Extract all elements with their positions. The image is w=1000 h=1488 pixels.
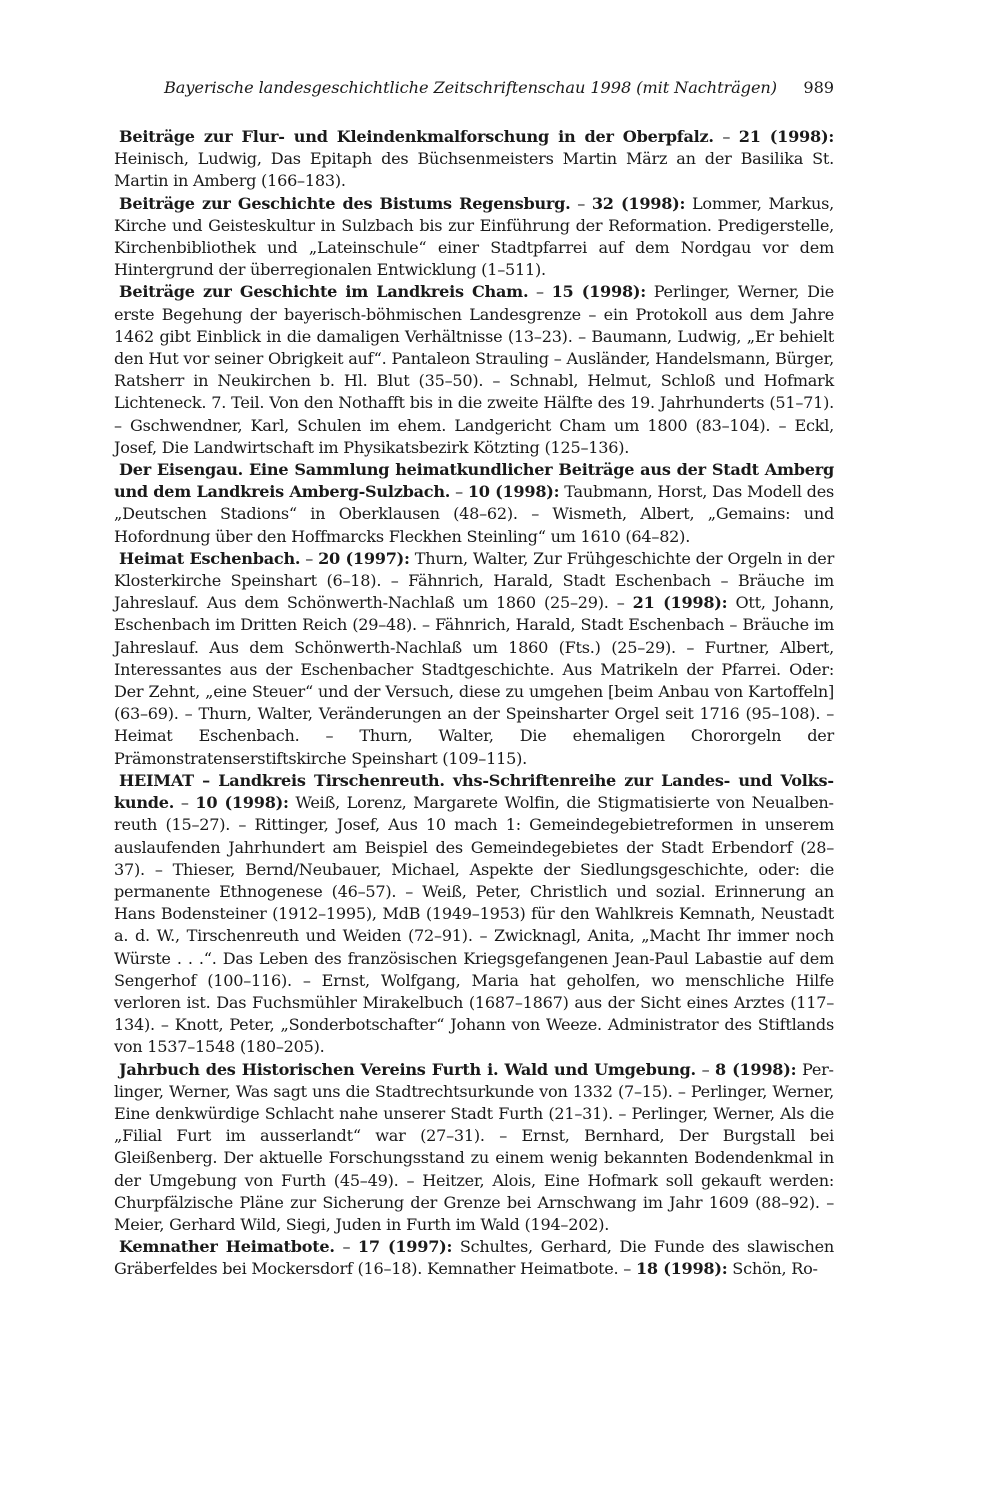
entry-text: Ott, Johann, Eschenbach im Dritten Reich (29–48). – Fähnrich, Harald, Stadt Eschenbach – Bräuche im Jahreslauf. Aus dem Schönwerth-Nachlaß um 1860 (Fts.) (25–29). – Furtner, Albert, Interessantes aus der Eschenbacher Stadtgeschichte. Aus Matrikeln der Pfarrei. Oder: Der Zehnt, „eine Steuer“ und der Versuch, diese zu umgehen [beim Anbau von Kartoffeln] (63–69). – Thurn, Walter, Veränderungen an der Speinsharter Orgel seit 1716 (95–108). – Heimat Eschenbach. – Thurn, Walter, Die ehemaligen Chororgeln der Prämonstratenserstiftskirche Speinshart (109–115). [114, 593, 834, 768]
volume-label: 32 (1998): [591, 193, 686, 213]
entry-text: Taubmann, Horst, Das Modell des „Deutschen Stadions“ in Oberklausen (48–62). – Wismeth, Albert, „Gemains: und Hofordnung über den Hoffmarcks Fleckhen Steinling“ um 1610 (64–82). [114, 482, 835, 546]
journal-entry [114, 548, 834, 770]
volume-label: 10 (1998): [467, 482, 560, 502]
document-page [114, 78, 834, 1281]
journal-title: HEIMAT – Landkreis Tirschenreuth. vhs-Schriftenreihe zur Landes- und Volkskunde. [114, 770, 834, 813]
volume-label: 8 (1998): [715, 1059, 797, 1079]
journal-entry [114, 1059, 834, 1237]
entry-text: Lommer, Markus, Kirche und Geisteskultur in Sulzbach bis zur Einführung der Reformation. Predigerstelle, Kirchenbibliothek und „Lateinschule“ einer Stadtpfarrei auf dem Nordgau vor dem Hintergrund der überregionalen Entwicklung (1–511). [114, 193, 834, 280]
volume-label: 18 (1998): [635, 1259, 728, 1279]
entry-text: Weiß, Lorenz, Margarete Wolfin, die Stigmatisierte von Neualbenreuth (15–27). – Rittinger, Josef, Aus 10 mach 1: Gemeindegebietreformen in unserem auslaufenden Jahrhundert am Beispiel des Gemeindegebietes der Stadt Erbendorf (28–37). – Thieser, Bernd/Neubauer, Michael, Aspekte der Siedlungsgeschichte, oder: die permanente Ethnogenese (46–57). – Weiß, Peter, Christlich und sozial. Erinnerung an Hans Bodensteiner (1912–1995), MdB (1949–1953) für den Wahlkreis Kemnath, Neustadt a. d. W., Tirschenreuth und Weiden (72–91). – Zwicknagl, Anita, „Macht Ihr immer noch Würste . . .“. Das Leben des französischen Kriegsgefangenen Jean-Paul Labastie auf dem Sengerhof (100–116). – Ernst, Wolfgang, Maria hat geholfen, wo menschliche Hilfe verloren ist. Das Fuchsmühler Mirakelbuch (1687–1867) aus der Sicht eines Arztes (117–134). – Knott, Peter, „Sonderbotschafter“ Johann von Weeze. Administrator des Stiftlands von 1537–1548 (180–205). [114, 793, 834, 1057]
journal-title: Beiträge zur Flur- und Kleindenkmalforschung in der Oberpfalz. [119, 127, 714, 146]
journal-title: Kemnather Heimatbote. [119, 1237, 335, 1257]
entry-text: Schultes, Gerhard, Die Funde des slawischen Gräberfeldes bei Mockersdorf (16–18). Kemnather Heimatbote. – [114, 1237, 835, 1279]
journal-entry [114, 126, 834, 193]
entry-text: Heinisch, Ludwig, Das Epitaph des Büchsenmeisters Martin März an der Basilika St. Martin in Amberg (166–183). [114, 149, 834, 191]
entry-text: – [300, 548, 319, 568]
volume-label: 10 (1998): [195, 793, 289, 813]
entry-text: Thurn, Walter, Zur Frühgeschichte der Orgeln in der Klosterkirche Speinshart (6–18). – Fähnrich, Harald, Stadt Eschenbach – Bräuche im Jahreslauf. Aus dem Schönwerth-Nachlaß um 1860 (25–29). – [114, 548, 835, 613]
volume-label: 20 (1997): [318, 548, 410, 568]
volume-label: 15 (1998): [551, 282, 646, 302]
journal-entry [114, 193, 834, 282]
entry-text: – [450, 482, 468, 502]
running-title: Bayerische landesgeschichtliche Zeitschriftenschau 1998 (mit Nachträgen) [164, 78, 777, 97]
entry-text: – [695, 1059, 716, 1079]
entry-text: – [713, 127, 739, 146]
entry-text: Perlinger, Werner, Was sagt uns die Stadtrechtsurkunde von 1332 (7–15). – Perlinger, Werner, Eine denkwürdige Schlacht nahe unserer Stadt Furth (21–31). – Perlinger, Werner, Als die „Filial Furt im ausserlandt“ war (27–31). – Ernst, Bernhard, Der Burgstall bei Gleißenberg. Der aktuelle Forschungsstand zu einem wenig bekannten Bodendenkmal in der Umgebung von Furth (45–49). – Heitzer, Alois, Eine Hofmark soll gekauft werden: Churpfälzische Pläne zur Sicherung der Grenze bei Arnschwang im Jahr 1609 (88–92). – Meier, Gerhard Wild, Siegi, Juden in Furth im Wald (194–202). [114, 1059, 834, 1234]
volume-label: 21 (1998): [632, 593, 728, 613]
entry-text: – [528, 282, 552, 302]
journal-title: Beiträge zur Geschichte im Landkreis Cham. [119, 282, 529, 302]
journal-entry [114, 281, 834, 459]
page-number: 989 [803, 78, 834, 97]
bibliography-entries [114, 126, 834, 1281]
journal-title: Jahrbuch des Historischen Vereins Furth i. Wald und Umgebung. [119, 1059, 696, 1079]
journal-entry [114, 1236, 834, 1280]
running-header [114, 78, 834, 126]
entry-text: – [334, 1237, 358, 1257]
volume-label: 21 (1998): [738, 127, 835, 146]
entry-text: – [174, 793, 196, 813]
entry-text: – [570, 193, 592, 213]
journal-title: Der Eisengau. Eine Sammlung heimatkundlicher Beiträge aus der Stadt Amberg und dem Landkreis Amberg-Sulzbach. [114, 460, 834, 502]
journal-title: Heimat Eschenbach. [119, 548, 301, 568]
journal-entry [114, 459, 834, 548]
entry-text: Perlinger, Werner, Die erste Begehung der bayerisch-böhmischen Landesgrenze – ein Protokoll aus dem Jahre 1462 gibt Einblick in die damaligen Verhältnisse (13–23). – Baumann, Ludwig, „Er behielt den Hut vor seiner Obrigkeit auf“. Pantaleon Strauling – Ausländer, Handelsmann, Bürger, Ratsherr in Neukirchen b. Hl. Blut (35–50). – Schnabl, Helmut, Schloß und Hofmark Lichteneck. 7. Teil. Von den Nothafft bis in die zweite Hälfte des 19. Jahrhunderts (51–71). – Gschwendner, Karl, Schulen im ehem. Landgericht Cham um 1800 (83–104). – Eckl, Josef, Die Landwirtschaft im Physikatsbezirk Kötzting (125–136). [114, 282, 834, 457]
entry-text: Schön, Ro- [727, 1259, 818, 1279]
journal-title: Beiträge zur Geschichte des Bistums Regensburg. [119, 193, 571, 213]
journal-entry [114, 770, 834, 1059]
volume-label: 17 (1997): [357, 1237, 453, 1257]
